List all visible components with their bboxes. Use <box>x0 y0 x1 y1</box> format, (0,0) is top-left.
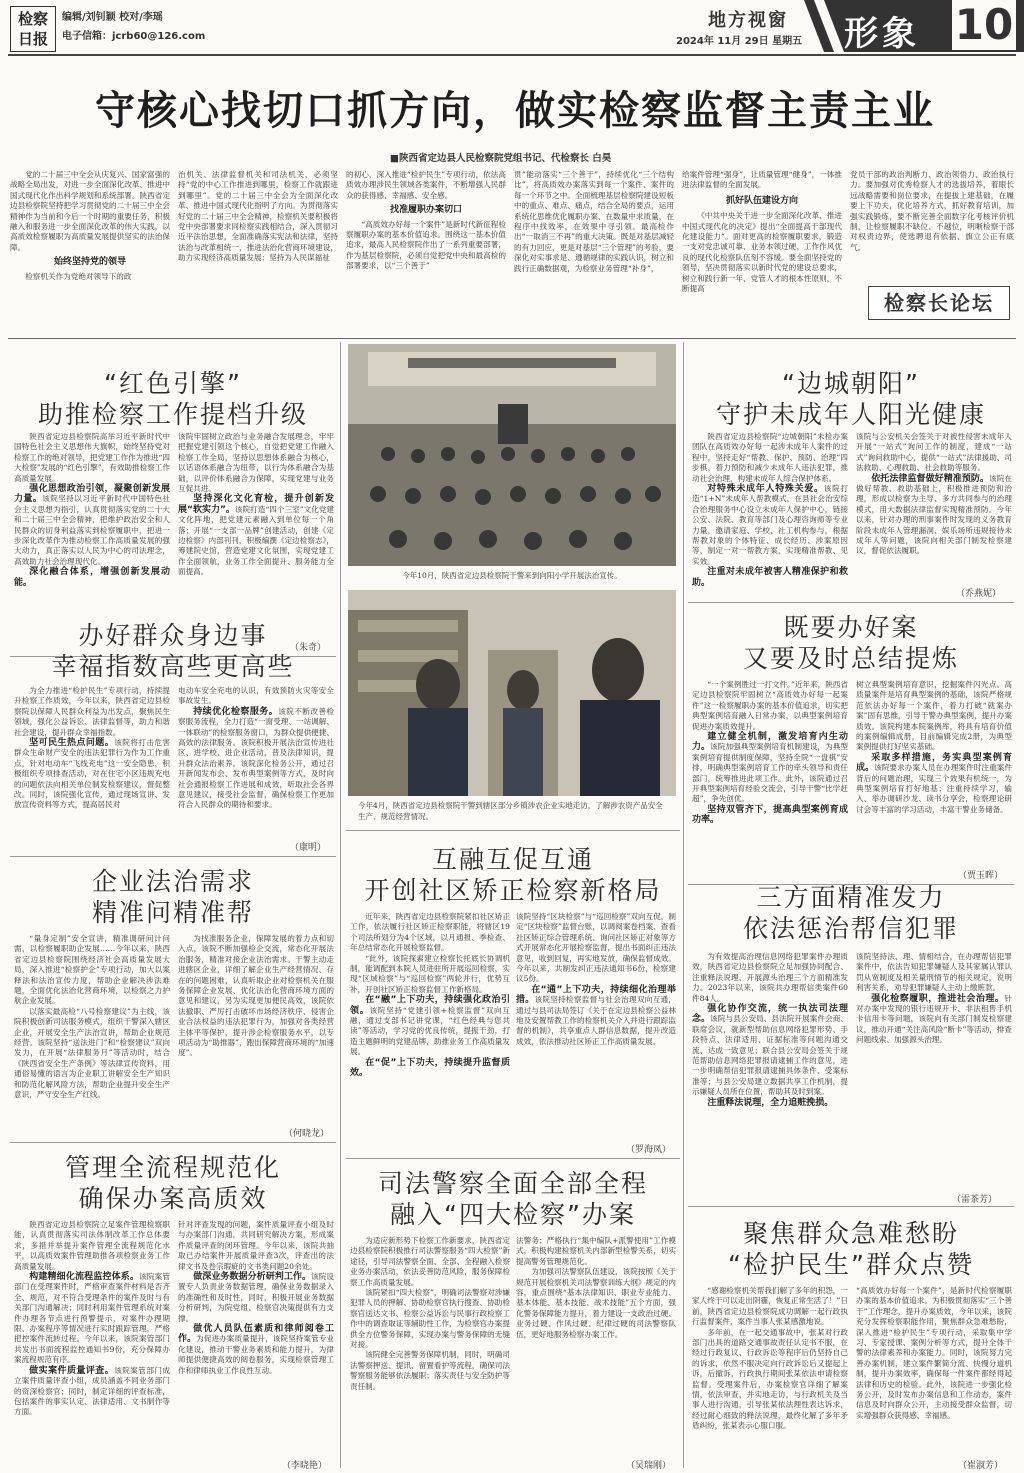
forum-badge-text: 检察长论坛 <box>884 291 994 315</box>
masses-sub-2: 持续优化检察服务。 <box>193 706 279 717</box>
col-rule-left <box>340 342 341 1468</box>
rule-l2 <box>10 856 336 857</box>
livelihood-col-a <box>692 1286 848 1456</box>
intro-subhead-1: 始终坚持党的领导 <box>53 257 126 268</box>
red-engine-sub-3: 坚持深化文化育检，提升创新发展“软实力”。 <box>178 494 334 515</box>
main-headline: 守核心找切口抓方向，做实检察监督主责主业 <box>95 88 935 134</box>
intro-text-5: 给案件管理“强身”，让质量管理“健身”，一体推进法律监督的全面发展。 <box>682 170 842 190</box>
red-engine-col-a <box>14 432 170 632</box>
masses-title-2: 幸福指数高些更高些 <box>51 652 295 681</box>
enterprise-title-1: 企业法治需求 <box>91 867 254 896</box>
enterprise-para-b: 以落实最高检“八号检察建议”为主线，该院积极创新司法服务模式，组织干警深入辖区企业，开展安全生产法治宣讲，帮助企业规范经营。该院坚持“送法进门”和“检察建议”双向发力，在开展“法律服务月”等活动时，结合《陕西省安全生产条例》等法律宣传资料，用通俗易懂的语言为企业职工讲解安全生产知识和防范化解风险方法，帮助企业提升安全生产意识，严守安全生产红线。 <box>14 1006 170 1100</box>
intro-text-5b: 《中共中央关于进一步全面深化改革、推进中国式现代化的决定》提出“全面提高干部现代化建设能力”。面对更高的检察履职要求，锻造一支对党忠诚可靠、业务本领过硬、工作作风优良的现代化检察队伍刻不容缓。要全面坚持党的领导，坚决贯彻落实以新时代党的建设总要求，树立和践行新一年、党管人才的根本性原则，不断提高 <box>682 211 842 294</box>
article-title-community <box>346 844 680 906</box>
livelihood-author: （崔淑芳） <box>958 1461 1004 1471</box>
community-para-a: 近年来，陕西省定边县检察院紧扣社区矫正工作，依法履行社区矫正检察职能，将辖区19个司法所划分为4个区域，以月通报、季检查、年总结常态化开展检察监督。 <box>350 912 510 953</box>
threeprong-para-d: 针对办案中发现的银行违规开卡、非法租售手机卡信用卡等问题，该院向有关部门制发检察建议，推动开通“关注高风险“断卡”等活动，排查问题线索、加强源头治理。 <box>856 993 1012 1045</box>
livelihood-col-b <box>856 1286 1012 1456</box>
page-number: 10 <box>952 0 1016 50</box>
rule-l3 <box>10 1142 336 1143</box>
col-rule-right <box>683 342 684 1468</box>
nopros-title-1: 既要办好案 <box>783 613 919 642</box>
intro-text-4: 贯”能动落实“三个善于”，持续优化“三个结构比”，将高质效办案落实到每一个案件、案件的每一个环节之中。全面梳理基层检察院建设短板中的重点、难点、痛点，结合全局的要点，运用系统化思维优化履职办案、在数量中求质量，在程序中找效率，在效果中寻引领。最高检作出“一取消三不再”的重大决策。既是对基层减轻的有力回应，更是对基层“三个管理”的考验，要深化对实事求是、遵循规律的实践认识，树立和践行正确数据观，为检察业务管理“补身”， <box>514 170 674 273</box>
red-engine-title-1: “红色引擎” <box>104 369 242 398</box>
border-sub-2: 注重对未成年被害人精准保护和救助。 <box>692 567 848 588</box>
intro-col-3 <box>346 170 506 332</box>
intro-col-2 <box>178 170 338 332</box>
photo-store-visit-icon <box>348 590 676 796</box>
red-engine-col-b <box>178 432 334 632</box>
rule-c2 <box>346 1158 680 1159</box>
header-rule <box>8 54 1016 56</box>
masses-author: （康明） <box>290 843 327 853</box>
photo-caption-1: 今年10月，陕西省定边县检察院干警来到向阳小学开展法治宣传。 <box>402 571 622 580</box>
police-para-e: 为加强司法警察队伍建设，该院按照《关于规范开展检察机关司法警察训练大纲》规定的内容，重点围绕“基本法律知识、职业专业能力、基本体能、基本技能、战术技能”五个方面，强化警务保障能力提升，着力建设一支政治过硬、业务过硬、作风过硬、纪律过硬的司法警察队伍，更好地服务检察办案工作。 <box>516 1267 676 1339</box>
livelihood-title-2: “检护民生”群众点赞 <box>728 1250 974 1279</box>
border-title-1: “边城朝阳” <box>782 369 920 398</box>
masses-para-b: 该院将打击危害群众生命财产安全的违法犯罪行为作为工作重点，针对电动车“飞线充电”这一安全隐患，积极组织专项排查活动，对在住宅小区违规充电的问题依法向相关单位制发检察建议，督促整改。同时，该院强化宣传，通过现场宣讲、发放宣传资料等方式，提高居民对 <box>14 738 170 810</box>
intro-subhead-5: 抓好队伍建设方向 <box>725 195 798 206</box>
email-line: 电子信箱：jcrb60@126.com <box>62 31 206 42</box>
border-author: （乔燕妮） <box>956 589 1002 599</box>
fullprocess-para-e: 该院设置专人负责业务数据管理，确保业务数据录入的准确性和及时性，同时，积极开展业务数据分析研判，为院党组、检察官决策提供有力支撑。 <box>178 1272 334 1323</box>
border-sub-3: 依托法律监督做好精准预防。 <box>871 473 990 484</box>
article-title-red-engine <box>10 368 336 430</box>
nopros-title-2: 又要及时总结提炼 <box>742 644 959 673</box>
issue-date: 2024年 11月 29日 星期五 <box>676 36 803 47</box>
masses-para-d: 该院不断改善检察服务流程，全力打造“一窗受理、一站调解、一体联动”的检察服务窗口，为群众提供便捷、高效的法律服务。该院积极开展法治宣传进社区、进学校、进企业活动，普及法律知识，提升群众法治素养。该院深化检务公开，通过召开新闻发布会、发布典型案例等方式，及时向社会通报检察工作进展和成效，听取社会各界意见建议，接受社会监督，确保检察工作更加符合人民群众的期待和要求。 <box>178 706 334 810</box>
masses-para-a: 为全力推进“检护民生”专项行动，持续提升检察工作质效，今年以来，陕西省定边县检察院以保障人民群众利益为出发点，聚焦民生领域，强化公益诉讼、法律监督等，助力和谐社会建设，提升群众幸福指数。 <box>14 686 170 737</box>
page-title: 形象 <box>844 14 920 54</box>
intro-rule <box>8 338 1016 339</box>
community-author: （罗海凤） <box>626 1145 672 1155</box>
fullprocess-para-b: 该院案管部门在受理案件时，严格审查案件材料是否齐全、规范，对不符合受理条件的案件及时与有关部门沟通解决；同时利用案件管理系统对案件办理各节点进行预警提示，对案件办理期限、办案程序等情况进行实时跟踪管理，严格把控案件流转过程。今年以来，该院案管部门共发出书面流程监控通知书9份，充分保障办案流程规范有序。 <box>14 1272 170 1365</box>
nopros-sub-2: 坚持双管齐下，提高典型案例育成功率。 <box>692 804 848 826</box>
nopros-para-d: 该院要求办案人员在办理案件时注重案件背后的问题治理，实现三个效果有机统一，为典型案例培育打好地基；注重持续学习，输入、举办调研沙龙、读书分享会，检察理论研讨会等丰富的学习活动，丰富干警业务储备。 <box>856 763 1012 814</box>
intro-text-1: 党的二十届三中全会从庆复兴、国家富强的战略全局出发，对进一步全面深化改革、推进中国式现代化作出科学规划和系统部署。陕西省定边县检察院坚持把学习贯彻党的二十届三中全会精神作为当前和今后一个时期的重要任务，积极融入和服务进一步全面深化改革的伟大实践，以高质效检察履职为高质量发展提供坚实的法治保障。 <box>10 170 170 252</box>
police-title-2: 融入“四大检察”办案 <box>390 1200 636 1229</box>
nopros-sub-1: 建立健全机制，激发培育内生动力。 <box>692 732 848 753</box>
nopros-sub-3: 采取多样措施，务实典型案例育成。 <box>856 752 1012 774</box>
red-engine-para-d: 该院打造“四个三室”文化党建文化阵地，把党建元素融入到单位每一个角落；开展“一支部一品牌”创建活动，创建《定边检察》内部刊刊，积极编撰《定边检察志》，筹建院史馆，营造党建文化氛围，实现党建工作全面领航，业务工作全面提升、服务能力全面提高。 <box>178 504 334 577</box>
intro-col-1 <box>10 170 170 332</box>
border-para-a: 陕西省定边县检察院“边城朝阳”未检办案团队在高质效办好每一起涉未成年人案件的过程中，坚持走好“帮教、保护、预防、治理”四步棋，着力预防和减少未成年人违法犯罪，推动社会治理，构建未成年人综合保护体系。 <box>692 432 848 483</box>
threeprong-col-b <box>856 952 1012 1204</box>
masthead-logo-text: 检察日报 <box>17 10 48 48</box>
threeprong-para-a: 为有效提高治理信息网络犯罪案件办理质效，陕西省定边县检察院立足加强协同配合、注重释法说理、开展源头治理三个方面精准发力。2023年以来，该院共办理帮信类案件60件84人。 <box>692 952 848 1003</box>
section-name: 地方视窗 <box>708 10 788 31</box>
threeprong-para-b: 该院与县公安局、县法院开展案件会商、联席会议，就新型帮助信息网络犯罪形势、手段特点、法律适用、证据标准等问题沟通交流、达成一致意见；联合县公安局会签关于规范帮助信息网络犯罪报请逮捕工作的意见，进一步明确帮信犯罪报请逮捕具体条件、受案标准等；与县公安局建立数据共享工作机制，提示嫌疑人员所在位置，帮助其及时到案。 <box>692 1014 848 1097</box>
intro-col-6 <box>850 170 1014 282</box>
threeprong-author: （雷茶芳） <box>952 1195 998 1205</box>
rule-c1 <box>346 830 680 831</box>
fullprocess-col-a <box>14 1220 170 1456</box>
community-para-f: 该院坚持检察监督与社会治理双向互通，通过与县司法局签订《关于在定边县检察公益林地及安置帮教工作的检察机关介入并进行跟踪监督的机制》，共享重点人群信息数据，提升改造成效，依法推动社区矫正工作高质量发展。 <box>516 995 676 1046</box>
red-engine-author: （朱奇） <box>290 643 327 653</box>
enterprise-para-c: 为找准服务企业，保障发展的着力点和切入点，该院不断加强检企交流，常态化开展法治服务，精准对接企业法治需求。干警主动走进辖区企业，详细了解企业生产经营情况、存在的问题困难，认真听取企业对检察机关在服务保障企业发展、优化法治化营商环境方面的意见和建议，另为实现更加便民高效，该院依法撤职、严厉打击破坏市场经济秩序、侵害企业合法权益的违法犯罪行为，加强对各类经营主体平等保护，提升涉企检察服务水平，以专项活动为“助推器”，跑出保障营商环境的“加速度”。 <box>178 934 334 1058</box>
intro-col-5 <box>682 170 842 332</box>
intro-text-2: 治机关、法律监督机关和司法机关，必须坚持“党的中心工作推进到哪里，检察工作就跟进到哪里”。党的二十届三中全会为全面深化改革、推进中国式现代化指明了方向。为贯彻落实好党的二十届三中全会精神，检察机关要积极将党中央部署要求同检察实践相结合，深入贯彻习近平法治思想，全面准确落实宪法和法律，坚持法治与改革相统一，推进法治化营商环境建设，助力实现经济高质量发展；坚持为人民谋福祉 <box>178 170 338 263</box>
community-para-b: “此外，该院探索建立检察长托底长协调机制，能调配到本院人员进驻所开展巡回检察，实现“区域检察”与“巡回检察”两轮并行，优势互补，开创社区矫正检察监督工作新格局。 <box>350 953 510 994</box>
fullprocess-sub-2: 做实案件质量评查。 <box>29 1365 115 1376</box>
red-engine-para-a: 陕西省定边县检察院高举习近平新时代中国特色社会主义思想伟大旗帜，始终坚持党对检察工作的绝对领导，把党建工作作为推进“四大检察”发展的“红色引擎”，有效助推检察工作高质量发展。 <box>14 432 170 483</box>
intro-subhead-3: 找准履职办案切口 <box>389 205 462 216</box>
masses-col-a <box>14 686 170 856</box>
masses-col-b <box>178 686 334 856</box>
photo-school-assembly-icon <box>348 344 676 566</box>
masses-sub-1: 坚可民生热点问题。 <box>29 738 115 749</box>
police-col-a <box>350 1236 510 1456</box>
community-sub-2: 在“促”上下功夫，持续提升监督质效。 <box>350 1057 510 1079</box>
fullprocess-para-a: 陕西省定边县检察院立足案件管理检察职能，认真贯彻落实司法体制改革工作总体要求，多措并举提升案件管理全流程规范化水平，以高质效案件管理助推各项检察业务工作高质量发展。 <box>14 1220 170 1271</box>
editors-line: 编辑/刘钊颖 校对/李瑶 <box>62 12 163 23</box>
police-para-c: 该院健全完善警务保障机制，同时，明确司法警察押送、提讯、留置看护等流程，确保司法警察服务能够依法履职；落实责任与安全防护等责任制。 <box>350 1350 510 1391</box>
community-title-2: 开创社区矫正检察新格局 <box>364 876 662 905</box>
masthead-logo <box>10 6 56 52</box>
police-sub-1: 该院紧扣“四大检察”， <box>365 1288 442 1298</box>
threeprong-title-2: 依法惩治帮信犯罪 <box>742 914 959 943</box>
livelihood-para-b: 多年前，在一起交通事故中，张某对行政部门出具的道路交通事故责任认定书不服，在经过行政复议、行政诉讼等程序后仍坚持自己的诉求，依然不服决定向行政诉讼后又提起上诉，后撤诉，行政执行期间张某依法申请检察监督。受理案件后，办案检察官详细了解案情，依法审查，并实地走访，与行政机关及当事人进行沟通，引导张某依法理性表达诉求，经过耐心细致的释法说理，最终化解了多年矛盾纠纷，张某表示心服口服。 <box>692 1327 848 1431</box>
police-para-b: 明确司法警察对涉嫌犯罪人员的押解、协助检察官执行搜查、协助检察官送达文书、检察公益诉讼与民事行政检察工作中的调查取证等辅助性工作，为检察官办案提供全方位警务保障，实现办案与警务保障的无缝对接。 <box>350 1288 510 1350</box>
masses-para-c: 电动车安全充电的认识，有效预防火灾等安全事故发生。 <box>178 686 334 706</box>
enterprise-col-b <box>178 934 334 1124</box>
border-para-d: 该院在做好帮教、救助基础上，积极推进预防和治理，形成以检察为主导、多方共同参与的治理模式，用大数据法律监督实现精准预防。今年以来，针对办理的刑事案件时发现的义务教育阶段未成年人管理漏洞、娱乐场所违规接待未成年人等问题，该院向相关部门制发检察建议，督促依法履职。 <box>856 473 1012 556</box>
fullprocess-col-b <box>178 1220 334 1456</box>
community-col-a <box>350 912 510 1156</box>
fullprocess-sub-1: 构建精细化流程监控体系。 <box>29 1272 140 1283</box>
intro-text-1b: 检察机关作为党绝对领导下的政 <box>25 271 132 281</box>
community-sub-3: 在“通”上下功夫，持续细化治理举措。 <box>516 984 676 1006</box>
rule-r3 <box>688 1206 1014 1207</box>
livelihood-para-a: “感谢检察机关帮我们解了多年的积怨，一家人终于可以走出阴霾，恢复正常生活了！”日前，陕西省定边县检察院成功调解一起行政执行监督案件，案件当事人张某感激地说。 <box>692 1286 848 1327</box>
police-author: （吴瑞刚） <box>626 1461 672 1471</box>
masses-title-1: 办好群众身边事 <box>78 621 268 650</box>
fullprocess-sub-3: 做深业务数据分析研判工作。 <box>193 1272 312 1283</box>
fullprocess-title-2: 确保办案高质效 <box>78 1184 268 1213</box>
fullprocess-title-1: 管理全流程规范化 <box>64 1153 281 1182</box>
red-engine-sub-1: 强化思想政治引领，凝聚创新发展力量。 <box>14 484 170 505</box>
article-title-fullprocess <box>10 1152 336 1214</box>
fullprocess-sub-4: 做优人员队伍素质和律师阅卷工作。 <box>178 1324 334 1345</box>
border-para-c: 该院与公安机关会签关于对被性侵害未成年人开展“一站式”询问工作的制度，建成“一站式”询问救助中心，提供“一站式”法律援助、司法救助、心理救助、社会救助等服务。 <box>856 432 1012 473</box>
livelihood-para-c: “高质效办好每一个案件”，是新时代检察履职办案的基本价值追求。为积极贯彻落实“三个善于”工作理念，提升办案质效，今年以来，该院充分发挥检察职能作用，聚焦群众急难愁盼，深入推进“检护民生”专项行动，采取集中学习、专家授课、案例分析等方式，提升全体干警的法律素养和办案能力。同时，该院努力完善办案机制，建立案件繁简分流、快慢分道机制，提升办案效率，确保每一件案件都经得起法律和历史的检验。此外，该院进一步强化检务公开，及时发布办案信息和工作动态，案件信息及时向群众公开，主动接受群众监督，切实增强群众获得感、幸福感。 <box>856 1286 1012 1420</box>
photo-caption-2: 今年4月，陕西省定边县检察院干警到辖区部分乡镇涉农企业实地走访，了解涉农资产品安全生产、规范经营情况。 <box>358 801 663 821</box>
article-title-nopros <box>688 612 1014 674</box>
threeprong-title-1: 三方面精准发力 <box>756 883 946 912</box>
red-engine-title-2: 助推检察工作提档升级 <box>37 400 308 429</box>
red-engine-para-c: 该院牢固树立政治与业务融合发展理念，牢牢把握党建引领这个核心，自觉把党建工作融入检察工作全局，坚持以思想体系融合为核心，以话语体系融合为纽带，以行为体系融合为基础，以评价体系融合为保障，实现党建与业务互促共进。 <box>178 432 334 494</box>
enterprise-author: （何晓龙） <box>284 1129 330 1139</box>
police-para-d: 法警务；严格执行“集中编队+派警使用”工作模式，积极构建检察机关内部新型检警关系，切实提高警务管理规范化。 <box>516 1236 676 1266</box>
fullprocess-author: （李晓艳） <box>282 1461 328 1471</box>
intro-text-3b: “高质效办好每一个案件”是新时代新征程检察履职办案的基本价值追求。围绕这一基本价值追求，最高人民检察院作出了一系列重要部署，作为基层检察院，必须自觉把党中央和最高检的部署要求，以“三个善于” <box>346 219 506 271</box>
enterprise-title-2: 精准问精准帮 <box>91 898 254 927</box>
article-title-enterprise <box>10 866 336 928</box>
nopros-col-b <box>856 680 1012 870</box>
nopros-author: （贾玉晖） <box>958 871 1004 881</box>
border-title-2: 守护未成年人阳光健康 <box>715 400 986 429</box>
police-col-b <box>516 1236 676 1456</box>
intro-col-4 <box>514 170 674 332</box>
article-title-border <box>688 368 1014 430</box>
enterprise-col-a <box>14 934 170 1124</box>
community-title-1: 互融互促互通 <box>431 845 594 874</box>
fullprocess-para-d: 针对评查发现的问题，案件质量评查小组及时与办案部门沟通，共同研究解决方案，形成案件质量评查的闭环管理。今年以来，该院共抽取已办结案件开展质量评查3次，评查出的法律文书及卷宗瑕疵的文书类问题20余处。 <box>178 1220 334 1271</box>
livelihood-title-1: 聚焦群众急难愁盼 <box>742 1219 959 1248</box>
border-sub-1: 对特殊未成年人特殊关爱。 <box>707 484 824 495</box>
article-title-livelihood <box>688 1218 1014 1280</box>
fullprocess-para-f: 为促进办案质量提升，该院坚持案管专业化建设，推动干警业务素质和能力提升，为律师提供便捷高效的阅卷服务，实现检察管理工作和律师执业工作良性互动。 <box>178 1334 334 1375</box>
threeprong-sub-3: 强化检察履职，推进社会治理。 <box>871 993 1005 1004</box>
byline: ■陕西省定边县人民检察院党组书记、代检察长 白昊 <box>390 153 612 164</box>
red-engine-para-b: 该院坚持以习近平新时代中国特色社会主义思想为指引，认真贯彻落实党的二十大和二十届三中全会精神，把维护政治安全和人民群众的切身利益落实到检察履职中，把进一步深化改革作为推动检察工作高质量发展的强大动力，真正落实以人民为中心的司法理念，高效助力社会治理现代化。 <box>14 494 170 566</box>
threeprong-col-a <box>692 952 848 1204</box>
forum-badge <box>868 286 1010 320</box>
community-para-c: 该院坚持“党建引领+检察监督”双向互融，通过支部书记讲党课，“红色经典与您共读”等活动，学习党的优良传统，提振干劲，打造主题鲜明的党建品牌，助推业务工作高质量发展。 <box>350 1005 510 1057</box>
community-para-e: 该院坚持“区块检察”与“巡回检察”双向互促，制定“区块检察”监督台账，以调阅案卷档案、查看社区矫正综合管理系统、询问社区矫正对象等方式开展常态化开展检察监督，提出书面纠正违法意见，收到回复，再实地发放，确保监督成效。今年以来，共制发纠正违法通知书6份，检察建议5份。 <box>516 912 676 984</box>
nopros-para-a: “一个案例胜过一打文件。”近年来，陕西省定边县检察院牢固树立“高质效办好每一起案件”这一检察履职办案的基本价值追求，切实把典型案例培育融入日常办案，以典型案例培育促进办案质效提升。 <box>692 680 848 731</box>
fullprocess-para-c: 该院案管部门成立案件质量评查小组，成员涵盖不同业务部门的资深检察官；同时，制定详细的评查标准，包括案件的事实认定、法律适用、文书制作等方面。 <box>14 1365 170 1417</box>
community-col-b <box>516 912 676 1156</box>
intro-text-3: 的初心，深入推进“检护民生”专项行动，依法高质效办理涉民生领域各类案件，不断增强人民群众的获得感、幸福感、安全感。 <box>346 170 506 200</box>
police-title-1: 司法警察全面全部全程 <box>377 1169 648 1198</box>
article-title-masses <box>10 620 336 682</box>
police-para-a: 为适应新形势下检察工作新要求，陕西省定边县检察院积极推行司法警察服务“四大检察”新途径，引导司法警察全面、全部、全程融入检察业务办案活动，依法妥善防范风险，服务保障检察工作高质量发展。 <box>350 1236 510 1287</box>
rule-r1 <box>688 602 1014 603</box>
article-title-threeprong <box>688 882 1014 944</box>
border-para-b: 该院打造“1+N”未成年人帮教模式，在县社会治安综合治理服务中心设立未成年人保护中心，链接公安、法院、教育等部门及心理咨询师等专业力量，邀请家庭、学校、社工机构参与，根据帮教对象的个体特征、成长经历、涉案原因等，制定一对一帮教方案，实现精准帮教、见实效。 <box>692 484 848 566</box>
threeprong-para-c: 该院坚持法、理、情相结合，在办理帮信犯罪案件中，依法告知犯罪嫌疑人及其家属认罪认罚从宽制度及相关量刑情节的相关规定，说明利害关系，劝导犯罪嫌疑人主动上缴赃款。 <box>856 952 1012 993</box>
nopros-para-c: 树立典型案例培育意识，挖掘案件闪光点。高质量案件是培育典型案例的基础，该院严格规范依法办好每一个案件，着力打破“就案办案”固有思维，引导干警办典型案例，提升办案质效。该院构建本院案例库，将具有培育价值的案例编辑成册，目前编辑完成2册，为典型案例提供打好坚实基础。 <box>856 680 1012 752</box>
nopros-para-b: 该院加强典型案例培育机制建设，为典型案例培育提供制度保障，坚持全院“一盘棋”安排，明确典型案例培育工作的牵头领导和责任部门，统筹推进此项工作。此外，该院通过召开典型案例培育经验交流会，引导干警“比学赶超”，争先创优。 <box>692 742 848 804</box>
threeprong-sub-1: 强化协作交流，统一执法司法理念。 <box>692 1004 848 1025</box>
red-engine-sub-2: 深化融合体系，增强创新发展动能。 <box>14 567 170 588</box>
intro-text-6: 党员干部的政治判断力、政治领悟力、政治执行力。要加强对优秀检察人才的选拔培养，着眼长远战略需要和岗位要求，在提拔上建基础，在履要上下功夫，优化培养方式，抓好教育培训，加强实践锻炼，要不断完善全面数字化考核评价机制，让检察履职不缺位、不越位，明晰检察干部对权责边界，使选聘退有依据、旗立公正有底气。 <box>850 170 1014 252</box>
nopros-col-a <box>692 680 848 870</box>
enterprise-para-a: “量身定制”安全宣讲，精准调研问计问需，以检察履职助企发展……今年以来，陕西省定边县检察院围绕经济社会高质量发展大局，深入推进“检察护企”专项行动，加大以案释法和法治宣传力度，帮助企业解决涉法难题，全面优化法治化营商环境，以检察之力护航企业发展。 <box>14 934 170 1006</box>
article-title-police <box>346 1168 680 1230</box>
threeprong-sub-2: 注重释法说理，全力追赃挽损。 <box>707 1097 834 1108</box>
community-sub-1: 在“融”上下功夫，持续强化政治引领。 <box>350 995 510 1016</box>
